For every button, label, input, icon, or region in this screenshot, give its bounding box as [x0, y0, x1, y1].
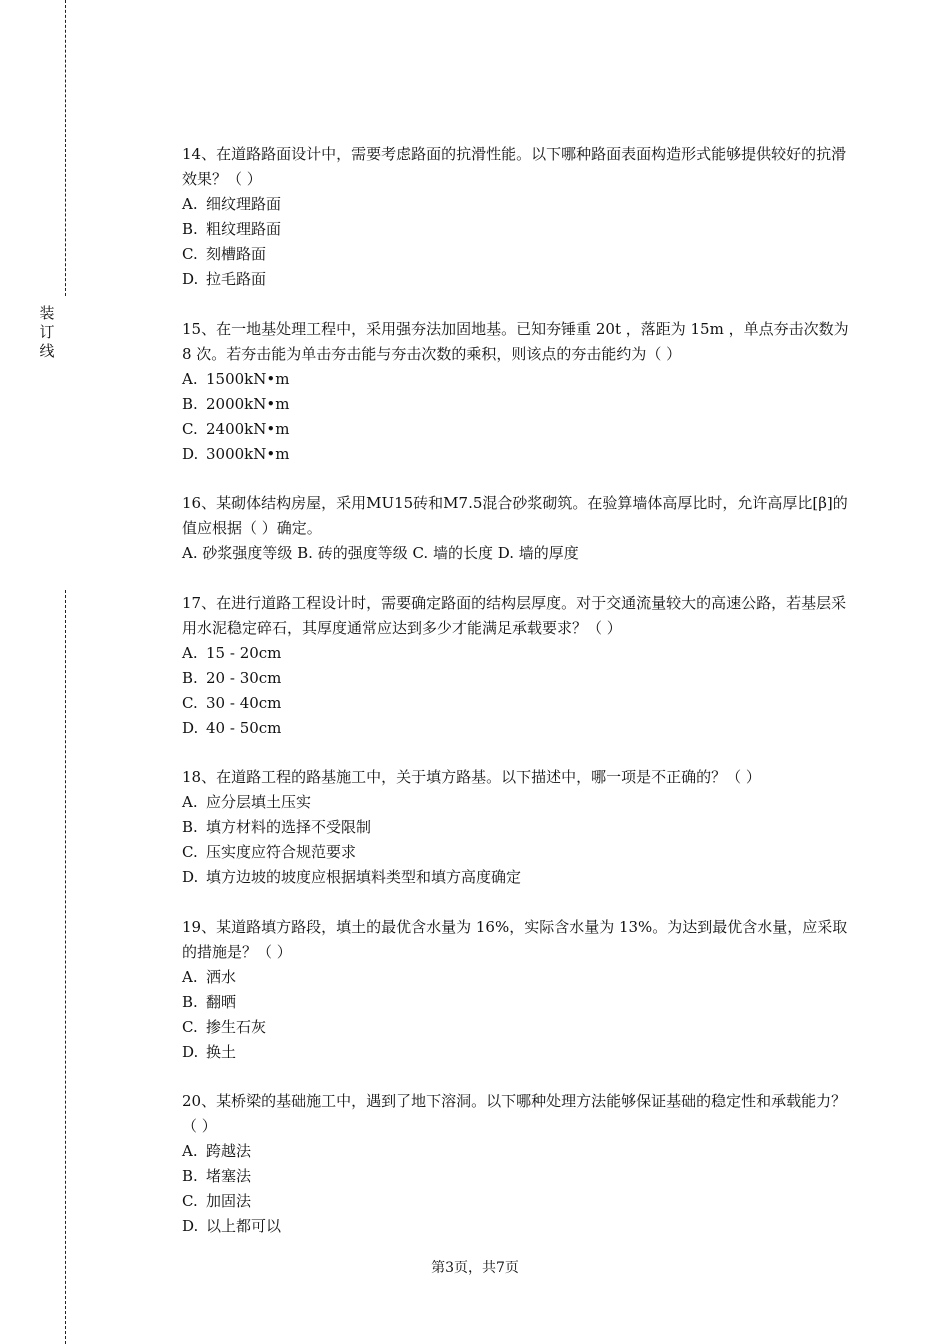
option-letter: C.	[182, 245, 198, 263]
option-text: 堵塞法	[206, 1167, 252, 1185]
option-text: 以上都可以	[206, 1217, 282, 1235]
option-letter: D.	[182, 1217, 199, 1235]
option-text: 2000kN•m	[206, 395, 290, 413]
option-b	[182, 666, 850, 691]
option-text: 2400kN•m	[206, 420, 290, 438]
inline-options: A. 砂浆强度等级 B. 砖的强度等级 C. 墙的长度 D. 墙的厚度	[182, 544, 579, 562]
binding-label-char: 装	[39, 304, 55, 322]
option-d	[182, 865, 850, 890]
option-text: 刻槽路面	[206, 245, 267, 263]
option-text: 细纹理路面	[206, 195, 282, 213]
page-footer: 第3页，共7页	[431, 1260, 519, 1276]
option-c	[182, 1015, 850, 1040]
option-c	[182, 242, 850, 267]
option-b	[182, 392, 850, 417]
binding-label-char: 线	[39, 342, 55, 360]
binding-line-top	[65, 0, 66, 296]
option-a	[182, 367, 850, 392]
option-a	[182, 641, 850, 666]
option-text: 加固法	[206, 1192, 252, 1210]
question-16	[182, 491, 850, 566]
option-letter: D.	[182, 270, 199, 288]
question-text: 15、在一地基处理工程中，采用强夯法加固地基。已知夯锤重 20t ，落距为 15m ，单点夯击次数为 8 次。若夯击能为单击夯击能与夯击次数的乘积，则该点的夯击能约为（ ）	[182, 320, 849, 363]
option-d	[182, 442, 850, 467]
question-text: 14、在道路路面设计中，需要考虑路面的抗滑性能。以下哪种路面表面构造形式能够提供较好的抗滑效果？（ ）	[182, 145, 847, 188]
option-text: 换土	[206, 1043, 237, 1061]
option-text: 应分层填土压实	[206, 793, 312, 811]
question-text: 18、在道路工程的路基施工中，关于填方路基。以下描述中，哪一项是不正确的？（ ）	[182, 768, 761, 786]
option-text: 压实度应符合规范要求	[206, 843, 357, 861]
option-text: 填方边坡的坡度应根据填料类型和填方高度确定	[206, 868, 522, 886]
option-letter: B.	[182, 818, 198, 836]
binding-label	[37, 304, 57, 361]
option-d	[182, 1214, 850, 1239]
option-c	[182, 1189, 850, 1214]
option-letter: B.	[182, 669, 198, 687]
option-letter: A.	[182, 644, 198, 662]
option-letter: D.	[182, 1043, 199, 1061]
question-19	[182, 915, 850, 1061]
option-a	[182, 790, 850, 815]
option-d	[182, 1040, 850, 1065]
binding-label-char: 订	[39, 323, 55, 341]
question-text: 20、某桥梁的基础施工中，遇到了地下溶洞。以下哪种处理方法能够保证基础的稳定性和承载能力？（ ）	[182, 1092, 847, 1135]
option-text: 跨越法	[206, 1142, 252, 1160]
option-text: 40 - 50cm	[206, 719, 282, 737]
option-a	[182, 1139, 850, 1164]
option-letter: D.	[182, 719, 199, 737]
option-c	[182, 840, 850, 865]
option-text: 30 - 40cm	[206, 694, 282, 712]
option-letter: A.	[182, 195, 198, 213]
option-text: 15 - 20cm	[206, 644, 282, 662]
option-letter: B.	[182, 1167, 198, 1185]
option-text: 1500kN•m	[206, 370, 290, 388]
option-c	[182, 417, 850, 442]
option-b	[182, 815, 850, 840]
option-text: 拉毛路面	[206, 270, 267, 288]
option-letter: B.	[182, 220, 198, 238]
option-letter: C.	[182, 694, 198, 712]
option-letter: C.	[182, 1018, 198, 1036]
option-letter: A.	[182, 1142, 198, 1160]
option-letter: A.	[182, 370, 198, 388]
option-letter: B.	[182, 395, 198, 413]
question-text: 17、在进行道路工程设计时，需要确定路面的结构层厚度。对于交通流量较大的高速公路，若基层采用水泥稳定碎石，其厚度通常应达到多少才能满足承载要求？（ ）	[182, 594, 847, 637]
option-a	[182, 965, 850, 990]
option-text: 洒水	[206, 968, 237, 986]
option-letter: C.	[182, 1192, 198, 1210]
question-15	[182, 317, 850, 463]
question-20	[182, 1089, 850, 1239]
option-a	[182, 192, 850, 217]
option-letter: D.	[182, 445, 199, 463]
option-b	[182, 990, 850, 1015]
question-list	[182, 142, 850, 1265]
option-b	[182, 1164, 850, 1189]
option-letter: C.	[182, 843, 198, 861]
option-text: 掺生石灰	[206, 1018, 267, 1036]
option-letter: B.	[182, 993, 198, 1011]
question-14	[182, 142, 850, 288]
question-text: 16、某砌体结构房屋，采用MU15砖和M7.5混合砂浆砌筑。在验算墙体高厚比时，允许高厚比[β]的值应根据（ ）确定。	[182, 494, 848, 537]
option-text: 填方材料的选择不受限制	[206, 818, 372, 836]
option-letter: A.	[182, 793, 198, 811]
question-text: 19、某道路填方路段，填土的最优含水量为 16%，实际含水量为 13%。为达到最优含水量，应采取的措施是？（ ）	[182, 918, 848, 961]
option-d	[182, 267, 850, 292]
option-letter: C.	[182, 420, 198, 438]
option-text: 翻晒	[206, 993, 237, 1011]
option-b	[182, 217, 850, 242]
option-c	[182, 691, 850, 716]
option-text: 粗纹理路面	[206, 220, 282, 238]
question-18	[182, 765, 850, 886]
question-17	[182, 591, 850, 737]
option-letter: D.	[182, 868, 199, 886]
option-d	[182, 716, 850, 741]
option-letter: A.	[182, 968, 198, 986]
option-text: 20 - 30cm	[206, 669, 282, 687]
option-text: 3000kN•m	[206, 445, 290, 463]
binding-line-bottom	[65, 590, 66, 1344]
